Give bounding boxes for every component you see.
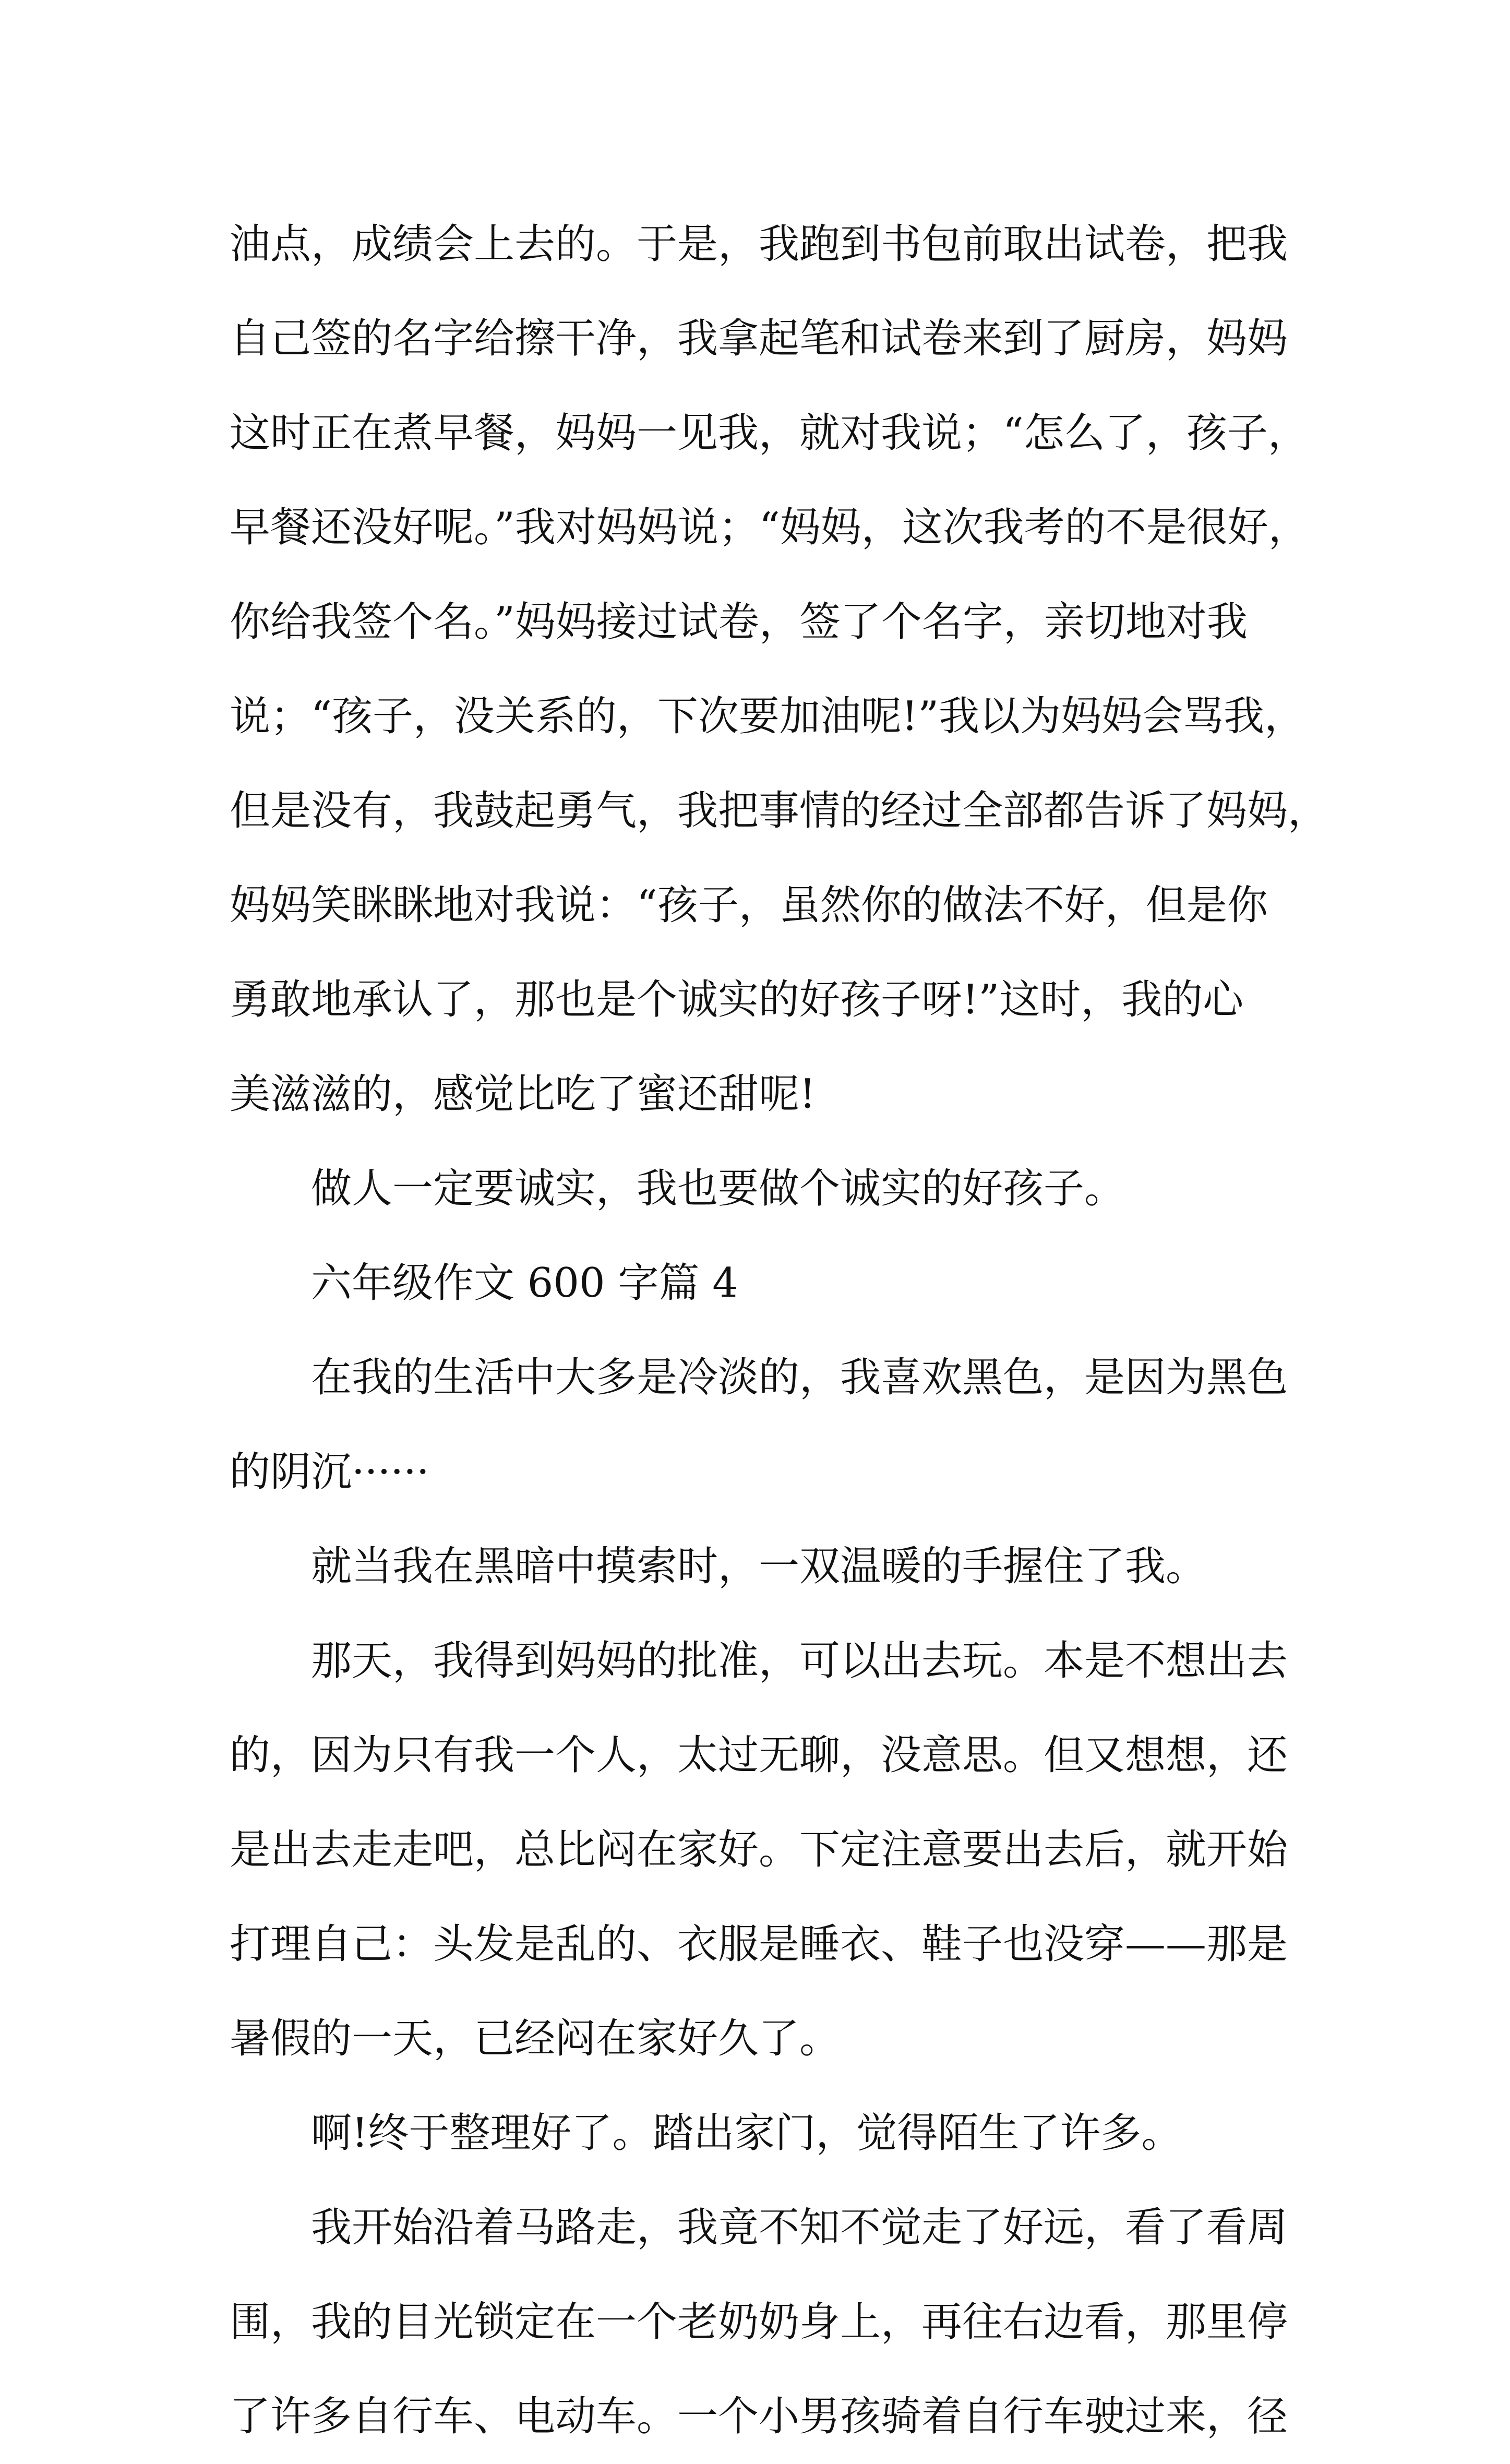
text-line: 这时正在煮早餐，妈妈一见我，就对我说；“怎么了，孩子， (230, 410, 1309, 457)
text-line: 自己签的名字给擦干净，我拿起笔和试卷来到了厨房，妈妈 (230, 315, 1288, 362)
paragraph-start-line: 那天，我得到妈妈的批准，可以出去玩。本是不想出去 (311, 1637, 1288, 1684)
text-line: 的阴沉······ (230, 1449, 429, 1496)
text-line: 暑假的一天，已经闷在家好久了。 (230, 2015, 841, 2062)
text-line: 勇敢地承认了，那也是个诚实的好孩子呀!”这时，我的心 (230, 976, 1244, 1023)
text-line: 你给我签个名。”妈妈接过试卷，签了个名字，亲切地对我 (230, 599, 1248, 645)
text-line: 了许多自行车、电动车。一个小男孩骑着自行车驶过来，径 (230, 2393, 1288, 2440)
paragraph-start-line: 我开始沿着马路走，我竟不知不觉走了好远，看了看周 (311, 2204, 1288, 2251)
paragraph-start-line: 啊!终于整理好了。踏出家门，觉得陌生了许多。 (311, 2110, 1182, 2157)
text-line: 妈妈笑眯眯地对我说：“孩子，虽然你的做法不好，但是你 (230, 882, 1268, 929)
section-heading: 六年级作文 600 字篇 4 (311, 1260, 738, 1307)
text-line: 早餐还没好呢。”我对妈妈说；“妈妈，这次我考的不是很好， (230, 504, 1309, 551)
paragraph-start-line: 就当我在黑暗中摸索时，一双温暖的手握住了我。 (311, 1543, 1207, 1590)
text-line: 美滋滋的，感觉比吃了蜜还甜呢! (230, 1071, 816, 1118)
document-page (230, 197, 1329, 2464)
text-line: 围，我的目光锁定在一个老奶奶身上，再往右边看，那里停 (230, 2299, 1288, 2346)
text-line: 说；“孩子，没关系的，下次要加油呢!”我以为妈妈会骂我， (230, 693, 1305, 740)
text-line: 油点，成绩会上去的。于是，我跑到书包前取出试卷，把我 (230, 221, 1288, 268)
text-line: 是出去走走吧，总比闷在家好。下定注意要出去后，就开始 (230, 1826, 1288, 1873)
paragraph-start-line: 在我的生活中大多是冷淡的，我喜欢黑色，是因为黑色 (311, 1354, 1288, 1401)
text-line: 打理自己：头发是乱的、衣服是睡衣、鞋子也没穿——那是 (230, 1921, 1288, 1968)
paragraph-start-line: 做人一定要诚实，我也要做个诚实的好孩子。 (311, 1165, 1125, 1212)
text-line: 的，因为只有我一个人，太过无聊，没意思。但又想想，还 (230, 1732, 1288, 1779)
text-line: 但是没有，我鼓起勇气，我把事情的经过全部都告诉了妈妈， (230, 787, 1329, 834)
